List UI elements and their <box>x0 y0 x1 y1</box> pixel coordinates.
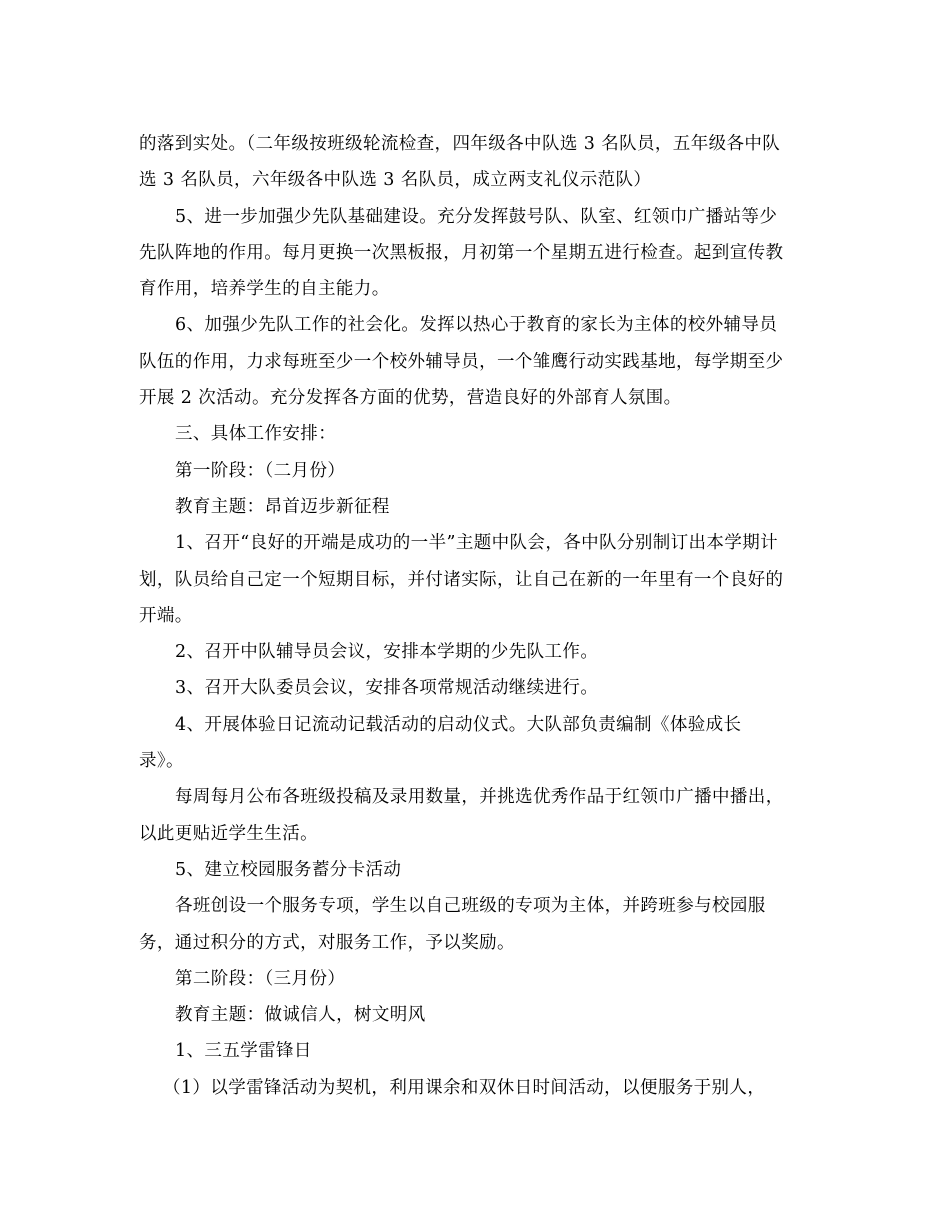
paragraph-line: 队伍的作用，力求每班至少一个校外辅导员，一个雏鹰行动实践基地，每学期至少 <box>139 351 784 372</box>
paragraph-line: 5、建立校园服务蓄分卡活动 <box>175 859 402 880</box>
paragraph-line: 务，通过积分的方式，对服务工作，予以奖励。 <box>139 932 515 953</box>
paragraph-line: 先队阵地的作用。每月更换一次黑板报，月初第一个星期五进行检查。起到宣传教 <box>139 242 784 263</box>
paragraph-line: （1）以学雷锋活动为契机，利用课余和双休日时间活动，以便服务于别人， <box>163 1077 766 1098</box>
paragraph-line: 各班创设一个服务专项，学生以自己班级的专项为主体，并跨班参与校园服 <box>175 896 766 917</box>
paragraph-line: 选 3 名队员，六年级各中队选 3 名队员，成立两支礼仪示范队） <box>139 170 652 191</box>
section-heading: 三、具体工作安排： <box>175 424 337 445</box>
paragraph-line: 1、召开“良好的开端是成功的一半”主题中队会，各中队分别制订出本学期计 <box>175 533 779 554</box>
document-body <box>139 126 819 1106</box>
paragraph-line: 开端。 <box>139 605 193 626</box>
education-theme: 教育主题：昂首迈步新征程 <box>175 496 390 517</box>
stage-heading: 第二阶段：（三月份） <box>175 968 346 989</box>
paragraph-line: 开展 2 次活动。充分发挥各方面的优势，营造良好的外部育人氛围。 <box>139 388 682 409</box>
paragraph-line: 以此更贴近学生生活。 <box>139 823 318 844</box>
paragraph-line: 1、三五学雷锋日 <box>175 1041 312 1062</box>
paragraph-line: 5、进一步加强少先队基础建设。充分发挥鼓号队、队室、红领巾广播站等少 <box>175 206 778 227</box>
paragraph-line: 的落到实处。（二年级按班级轮流检查，四年级各中队选 3 名队员，五年级各中队 <box>139 134 781 154</box>
paragraph-line: 6、加强少先队工作的社会化。发挥以热心于教育的家长为主体的校外辅导员 <box>175 315 778 336</box>
paragraph-line: 3、召开大队委员会议，安排各项常规活动继续进行。 <box>175 678 599 699</box>
paragraph-line: 录》。 <box>139 751 184 772</box>
paragraph-line: 2、召开中队辅导员会议，安排本学期的少先队工作。 <box>175 642 599 663</box>
paragraph-line: 4、开展体验日记流动记载活动的启动仪式。大队部负责编制《体验成长 <box>175 714 742 735</box>
stage-heading: 第一阶段：（二月份） <box>175 460 346 481</box>
paragraph-line: 育作用，培养学生的自主能力。 <box>139 279 390 300</box>
paragraph-line: 划，队员给自己定一个短期目标，并付诸实际，让自己在新的一年里有一个良好的 <box>139 569 784 590</box>
education-theme: 教育主题：做诚信人，树文明风 <box>175 1005 426 1026</box>
paragraph-line: 每周每月公布各班级投稿及录用数量，并挑选优秀作品于红领巾广播中播出， <box>175 787 784 808</box>
